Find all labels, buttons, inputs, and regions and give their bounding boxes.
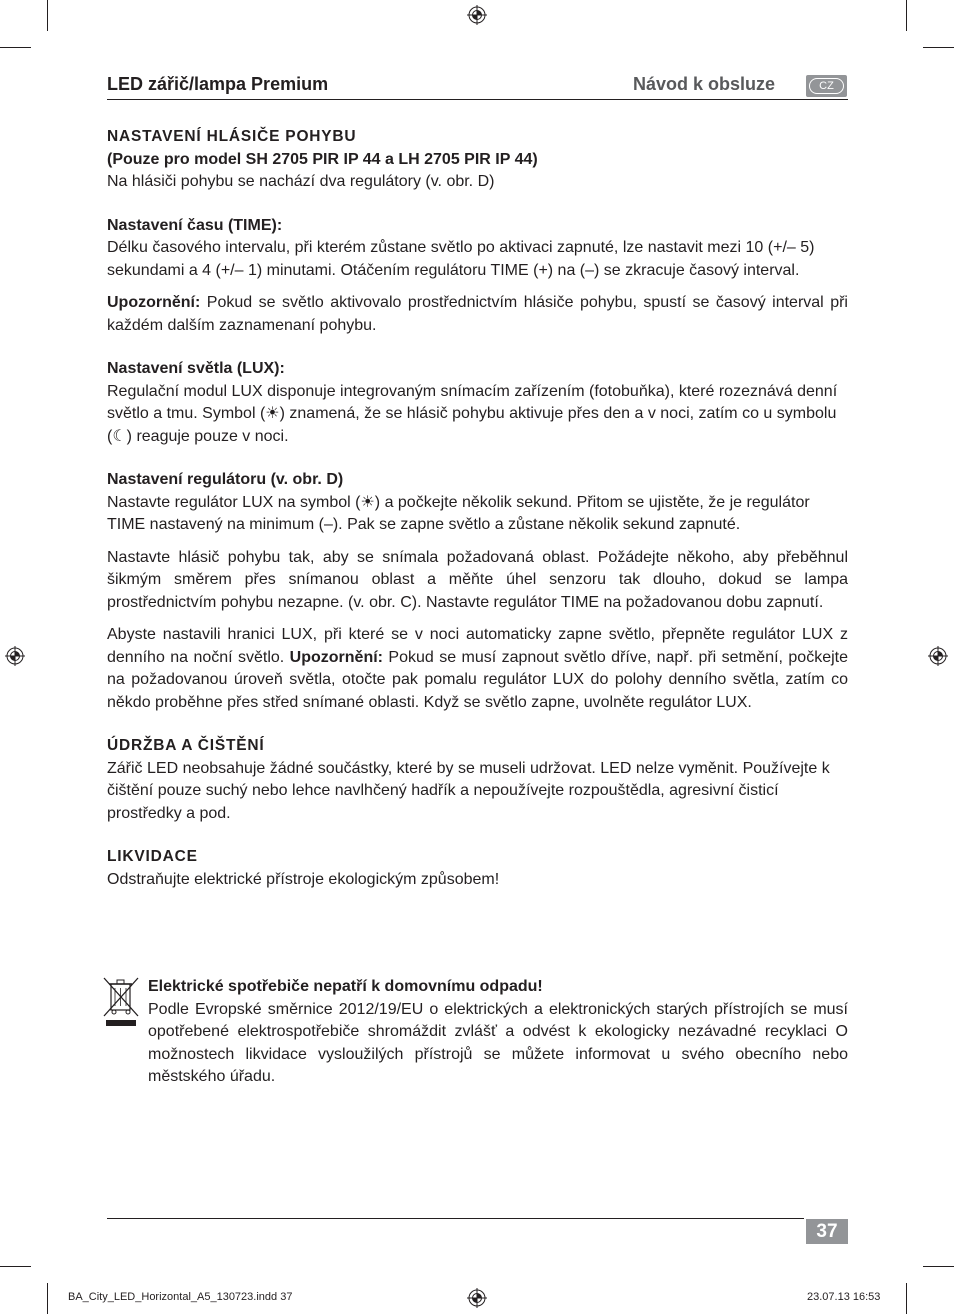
crop-mark [906,0,907,31]
weee-heading: Elektrické spotřebiče nepatří k domovnímu odpadu! [148,978,543,995]
model-note: (Pouze pro model SH 2705 PIR IP 44 a LH 2705 PIR IP 44) [107,150,538,168]
paragraph: Na hlásiči pohybu se nachází dva regulátory (v. obr. D) [107,173,495,190]
slug-date: 23.07.13 16:53 [807,1291,881,1303]
section-heading-motion-sensor: NASTAVENÍ HLÁSIČE POHYBU [107,128,357,145]
crop-mark [0,1266,31,1267]
page-number: 37 [806,1219,848,1244]
paragraph: Nastavte regulátor LUX na symbol (☀) a počkejte několik sekund. Přitom se ujistěte, že je regulátor TIME nastavený na minimum (–). Pak se zapne světlo a zůstane několik sekund zapnuté. [107,493,810,533]
weee-notice [148,976,848,1089]
paragraph: Zářič LED neobsahuje žádné součástky, které by se museli udržovat. LED nelze vyměnit. Používejte k čištění pouze suchý nebo lehce navlhčený hadřík a nepoužívejte rozpouštědla, agresivní čisticí prostředky a pod. [107,759,830,822]
crop-mark [0,47,31,48]
paragraph: Odstraňujte elektrické přístroje ekologickým způsobem! [107,870,500,888]
paragraph [107,624,848,714]
page-content [107,126,848,891]
registration-mark-icon [467,5,487,25]
paragraph: Regulační modul LUX disponuje integrovaným snímacím zařízením (fotobuňka), které rozeznává denní světlo a tmu. Symbol (☀) znamená, že se hlásič pohybu aktivuje přes den a v noci, zatím co u symbolu (☾) reaguje pouze v noci. [107,382,838,445]
subheading-regulator: Nastavení regulátoru (v. obr. D) [107,471,344,488]
header-divider [107,99,848,100]
registration-mark-icon [467,1288,487,1308]
text-run: Pokud se musí zapnout světlo dříve, např. při setmění, počkejte na požadovanou úroveň světla, otočte pak pomalu regulátor LUX do polohy denního světla, zatím co někdo proběhne přes střed snímané oblasti. Když se světlo zapne, uvolněte regulátor LUX. [107,648,848,711]
subheading-lux: Nastavení světla (LUX): [107,360,285,377]
crossed-out-wheelie-bin-icon [101,976,141,1028]
slug-file-info: BA_City_LED_Horizontal_A5_130723.indd 37 [68,1291,293,1303]
footer-divider [107,1218,804,1219]
crop-mark [47,1283,48,1314]
notice-label: Upozornění: [107,294,201,311]
language-badge-label: CZ [809,78,844,94]
language-badge [806,75,847,97]
section-heading-disposal: LIKVIDACE [107,848,198,865]
weee-paragraph: Podle Evropské směrnice 2012/19/EU o elektrických a elektronických starých přístrojích se musí opotřebené elektrospotřebiče shromáždit zvlášť a odvést k ekologicky nezávadné recyklaci O možnostech likvidace vysloužilých přístrojů se můžete informovat u svého obecního nebo městského úřadu. [148,1000,848,1085]
registration-mark-icon [5,646,25,666]
subheading-time: Nastavení času (TIME): [107,216,283,234]
notice-label: Upozornění: [289,648,383,666]
paragraph: Délku časového intervalu, při kterém zůstane světlo po aktivaci zapnuté, lze nastavit mezi 10 (+/– 5) sekundami a 4 (+/– 1) minutami. Otáčením regulátoru TIME (+) na (–) se zkracuje časový interval. [107,239,815,279]
crop-mark [906,1283,907,1314]
notice-text: Pokud se světlo aktivovalo prostřednictvím hlásiče pohybu, spustí se časový interval při každém dalším zaznamenaní pohybu. [107,294,848,334]
crop-mark [923,1266,954,1267]
registration-mark-icon [928,646,948,666]
text-run: Abyste nastavili hranici LUX, při které se v noci automaticky zapne světlo, přepněte regulátor LUX z denního na noční světlo. [107,626,848,666]
notice-paragraph [107,292,848,337]
document-type: Návod k obsluze [633,74,776,94]
paragraph: Nastavte hlásič pohybu tak, aby se snímala požadovaná oblast. Požádejte někoho, aby přeběhnul šikmým směrem přes snímanou oblast a měňte úhel senzoru tak dlouho, dokud se lampa prostřednictvím pohybu nezapne. (v. obr. C). Nastavte regulátor TIME na požadovanou dobu zapnutí. [107,548,848,611]
section-heading-maintenance: ÚDRŽBA A ČIŠTĚNÍ [107,737,265,754]
crop-mark [923,47,954,48]
product-title: LED zářič/lampa Premium [107,74,329,94]
crop-mark [47,0,48,31]
